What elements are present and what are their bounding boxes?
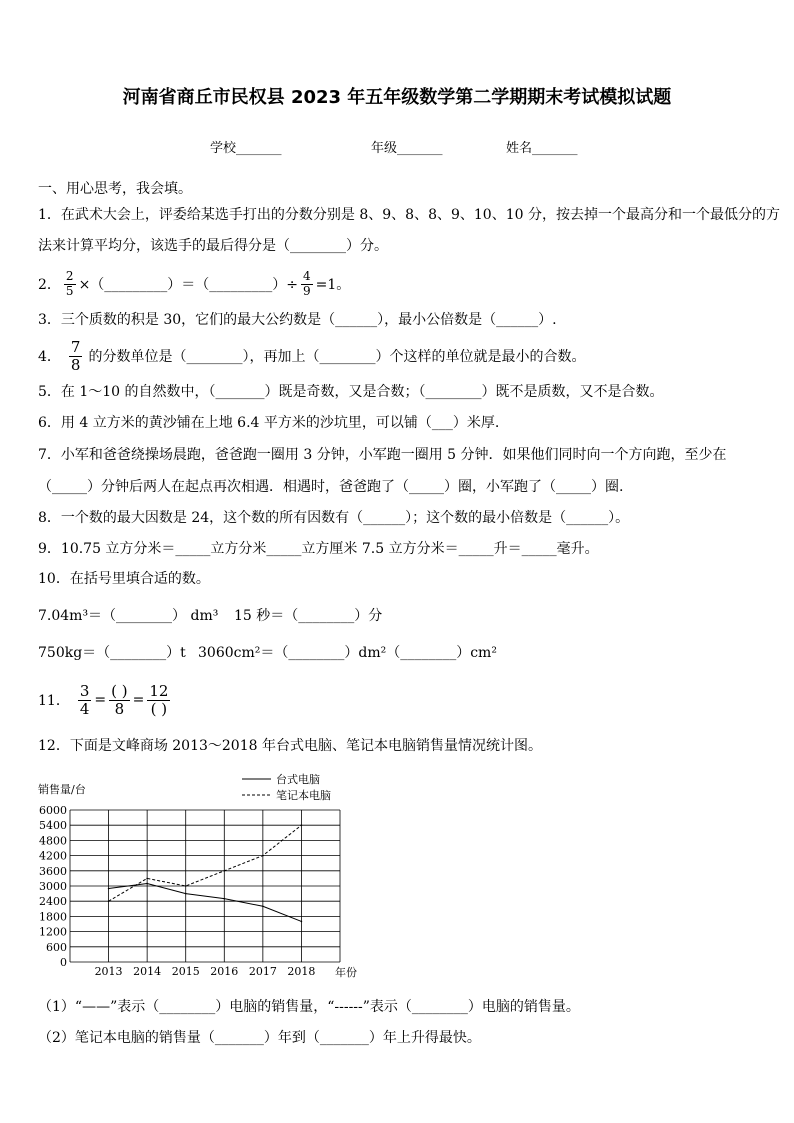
question-7-line-2: （_____）分钟后两人在起点再次相遇．相遇时，爸爸跑了（_____）圈，小军跑了（_____）圈. xyxy=(38,479,624,495)
fraction-denominator: ( ) xyxy=(150,699,168,718)
data-point xyxy=(223,870,225,872)
fraction-3-4 xyxy=(78,683,92,717)
series-line-1 xyxy=(109,883,302,921)
legend-label: 笔记本电脑 xyxy=(276,789,331,802)
question-10-row-1b: 15 秒＝（________）分 xyxy=(234,608,383,624)
fraction-numerator: 4 xyxy=(303,269,311,284)
grade-field: 年级_______ xyxy=(371,141,443,156)
fraction-numerator: 2 xyxy=(65,269,74,284)
y-tick-label: 3600 xyxy=(39,864,67,878)
data-point xyxy=(301,824,303,826)
x-tick-label: 2015 xyxy=(171,965,200,978)
school-field: 学校_______ xyxy=(210,141,282,156)
fraction-denominator: 5 xyxy=(65,283,74,298)
question-4-number: 4． xyxy=(38,349,61,365)
x-tick-label: 2014 xyxy=(133,965,162,978)
data-point xyxy=(223,898,225,900)
question-9: 9．10.75 立方分米＝_____立方分米_____立方厘米 7.5 立方分米＝_____升＝_____毫升。 xyxy=(38,541,599,557)
data-point xyxy=(262,905,264,907)
y-tick-label: 2400 xyxy=(39,895,67,909)
y-axis-label: 销售量/台 xyxy=(38,783,86,796)
data-point xyxy=(185,885,187,887)
question-10: 10．在括号里填合适的数。 xyxy=(38,571,210,587)
y-tick-label: 4800 xyxy=(39,834,67,848)
section-heading: 一、用心思考，我会填。 xyxy=(38,181,192,197)
legend-label: 台式电脑 xyxy=(276,773,320,786)
fraction-denominator: 9 xyxy=(303,283,311,298)
question-8: 8．一个数的最大因数是 24，这个数的所有因数有（______）；这个数的最小倍数是（______）。 xyxy=(38,510,630,526)
question-11-number: 11． xyxy=(38,693,70,709)
data-point xyxy=(146,883,148,885)
question-5: 5．在 1～10 的自然数中，（_______）既是奇数，又是合数；（________）既不是质数，又不是合数。 xyxy=(38,384,664,400)
x-axis-label: 年份 xyxy=(335,966,357,979)
data-point xyxy=(262,855,264,857)
fraction-denominator: 8 xyxy=(70,355,81,374)
y-tick-label: 1800 xyxy=(39,910,67,924)
y-tick-label: 4200 xyxy=(39,849,67,863)
y-tick-label: 600 xyxy=(46,940,67,954)
fraction-numerator: ( ) xyxy=(111,682,128,700)
data-point xyxy=(146,878,148,880)
y-tick-label: 0 xyxy=(60,956,67,969)
y-tick-label: 3000 xyxy=(39,880,67,893)
question-4 xyxy=(38,340,585,372)
fraction-numerator: 12 xyxy=(149,682,169,700)
equals-sign: = xyxy=(132,692,145,708)
fraction-denominator: 8 xyxy=(114,699,125,718)
question-2 xyxy=(38,269,351,298)
x-tick-label: 2017 xyxy=(248,965,277,978)
fraction-12-blank xyxy=(147,683,170,717)
question-12-sub-2: （2）笔记本电脑的销售量（_______）年到（_______）年上升得最快。 xyxy=(38,1030,481,1046)
name-field: 姓名_______ xyxy=(506,141,578,156)
x-tick-label: 2013 xyxy=(94,965,123,978)
x-tick-label: 2016 xyxy=(210,965,239,978)
sales-line-chart xyxy=(0,765,380,985)
question-10-row-1a: 7.04m³＝（________） dm³ xyxy=(38,608,219,624)
fraction-blank-8 xyxy=(109,683,129,717)
question-12-sub-1: （1）“——”表示（________）电脑的销售量，“------”表示（________）电脑的销售量。 xyxy=(38,999,580,1015)
question-11 xyxy=(38,680,173,720)
data-point xyxy=(108,900,110,902)
fraction-4-9 xyxy=(301,270,313,297)
question-3: 3．三个质数的积是 30，它们的最大公约数是（______），最小公倍数是（______）. xyxy=(38,312,557,328)
question-2-end: =1。 xyxy=(315,277,351,293)
question-4-text: 的分数单位是（________），再加上（________）个这样的单位就是最小的合数。 xyxy=(88,349,586,365)
question-2-number: 2． xyxy=(38,277,61,293)
x-tick-label: 2018 xyxy=(287,965,316,978)
y-tick-label: 6000 xyxy=(39,804,67,817)
fraction-7-8 xyxy=(69,339,83,373)
question-7-line-1: 7．小军和爸爸绕操场晨跑，爸爸跑一圈用 3 分钟，小军跑一圈用 5 分钟．如果他们同时向一个方向跑，至少在 xyxy=(38,447,727,463)
y-tick-label: 5400 xyxy=(39,819,67,833)
fraction-numerator: 7 xyxy=(70,338,81,356)
question-10-row-2a: 750kg＝（________）t xyxy=(38,645,186,661)
question-1-line-1: 1．在武术大会上，评委给某选手打出的分数分别是 8、9、8、8、9、10、10 分，按去掉一个最高分和一个最低分的方 xyxy=(38,207,780,223)
equals-sign: = xyxy=(94,692,107,708)
series-line-2 xyxy=(109,825,302,901)
question-2-middle: ×（_________）＝（_________）÷ xyxy=(78,277,299,293)
data-point xyxy=(108,888,110,890)
page-title: 河南省商丘市民权县 2023 年五年级数学第二学期期末考试模拟试题 xyxy=(122,87,672,108)
data-point xyxy=(185,893,187,895)
data-point xyxy=(301,921,303,923)
question-12: 12．下面是文峰商场 2013～2018 年台式电脑、笔记本电脑销售量情况统计图。 xyxy=(38,738,542,754)
fraction-denominator: 4 xyxy=(79,699,90,718)
y-tick-label: 1200 xyxy=(39,925,67,939)
fraction-2-5 xyxy=(64,270,76,297)
question-6: 6．用 4 立方米的黄沙铺在上地 6.4 平方米的沙坑里，可以铺（___）米厚. xyxy=(38,415,500,431)
question-1-line-2: 法来计算平均分，该选手的最后得分是（________）分。 xyxy=(38,238,388,254)
question-10-row-2b: 3060cm²＝（________）dm²（________）cm² xyxy=(198,645,497,661)
fraction-numerator: 3 xyxy=(79,682,90,700)
